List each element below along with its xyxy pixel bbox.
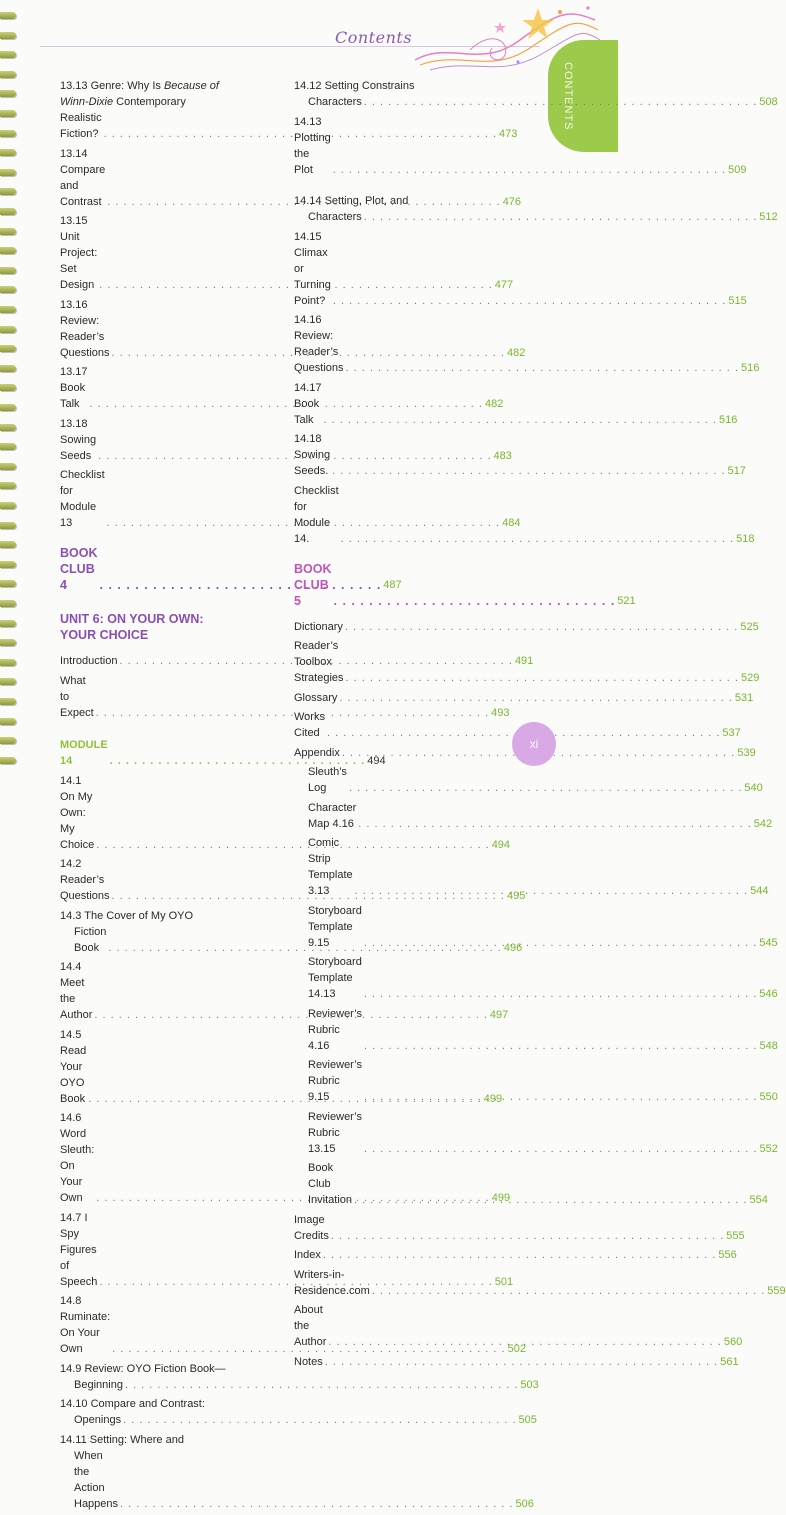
spiral-ring: [0, 12, 16, 19]
spiral-ring: [0, 208, 16, 215]
page-ref: 554: [749, 1194, 768, 1206]
page-ref: 477: [494, 279, 514, 291]
page-ref: 561: [720, 1355, 739, 1368]
page-ref: 501: [494, 1275, 514, 1288]
toc-entry[interactable]: 13.18 Sowing Seeds . . . 483: [60, 416, 260, 464]
page-ref: 509: [728, 163, 747, 176]
page-ref: 493: [491, 706, 510, 719]
toc-entry[interactable]: 14.7 I Spy Figures of Speech . . . 501: [60, 1210, 260, 1290]
toc-entry[interactable]: Dictionary . . . 525: [294, 619, 494, 635]
spiral-ring: [0, 620, 16, 627]
module-14-heading[interactable]: MODULE 14 . . . 494: [60, 737, 260, 769]
page-ref: 550: [759, 1091, 778, 1103]
toc-entry[interactable]: Storyboard Template 9.15 . . . 545: [294, 903, 494, 951]
toc-entry[interactable]: Reader’s Toolbox Strategies . . . 529: [294, 638, 494, 686]
spiral-ring: [0, 541, 16, 548]
toc-entry[interactable]: 13.14 Compare and Contrast . . . 476: [60, 146, 260, 210]
toc-entry[interactable]: 14.18 Sowing Seeds. . . . 517: [294, 431, 494, 479]
toc-entry[interactable]: Appendix . . . 539: [294, 745, 494, 761]
toc-entry[interactable]: 14.17 Book Talk . . . 516: [294, 380, 494, 428]
toc-entry[interactable]: Sleuth’s Log . . . 540: [294, 764, 494, 796]
contents-tab-label: CONTENTS: [562, 62, 574, 131]
spiral-ring: [0, 90, 16, 97]
page-ref: 494: [491, 838, 511, 851]
toc-entry[interactable]: Comic Strip Template 3.13 . . . 544: [294, 835, 494, 899]
unit-6-heading: UNIT 6: ON YOUR OWN: YOUR CHOICE: [60, 612, 204, 642]
page-ref: 517: [727, 465, 746, 477]
toc-entry[interactable]: Index . . . 556: [294, 1247, 494, 1263]
spiral-ring: [0, 561, 16, 568]
toc-entry[interactable]: Character Map 4.16 . . . 542: [294, 800, 494, 832]
toc-entry[interactable]: Image Credits . . . 555: [294, 1212, 494, 1244]
toc-entry[interactable]: 14.9 Review: OYO Fiction Book— Beginning . . . 503: [60, 1361, 260, 1393]
page-ref: 499: [483, 1092, 503, 1105]
toc-entry[interactable]: Checklist for Module 13 . . . 484: [60, 467, 260, 531]
toc-entry[interactable]: About the Author . . . 560: [294, 1302, 494, 1350]
spiral-ring: [0, 718, 16, 725]
spiral-ring: [0, 404, 16, 411]
spiral-ring: [0, 169, 16, 176]
page-ref: 497: [489, 1009, 509, 1021]
spiral-ring: [0, 188, 16, 195]
toc-entry[interactable]: Checklist for Module 14. . . . 518: [294, 483, 494, 547]
toc-entry[interactable]: 14.5 Read Your OYO Book . . . 499: [60, 1027, 260, 1107]
spiral-ring: [0, 463, 16, 470]
toc-entry[interactable]: 13.13 Genre: Why Is Because of Winn-Dixie Contemporary Realistic Fiction? . . . 473: [60, 78, 260, 142]
spiral-ring: [0, 698, 16, 705]
spiral-ring: [0, 737, 16, 744]
page-ref: 545: [759, 936, 778, 949]
book-club-4-heading[interactable]: BOOK CLUB 4 . . . 487: [60, 545, 260, 593]
page-ref: 555: [726, 1229, 745, 1242]
page-ref: 476: [502, 195, 522, 208]
page-ref: 552: [759, 1142, 778, 1155]
page-ref: 505: [518, 1414, 537, 1426]
toc-entry[interactable]: 14.10 Compare and Contrast: Openings . . . 505: [60, 1396, 260, 1428]
toc-entry[interactable]: 13.15 Unit Project: Set Design . . . 477: [60, 213, 260, 293]
spiral-ring: [0, 443, 16, 450]
page-ref: 495: [506, 890, 526, 902]
spiral-ring: [0, 639, 16, 646]
spiral-ring: [0, 51, 16, 58]
page-ref: 482: [506, 346, 526, 359]
toc-entry[interactable]: Reviewer’s Rubric 9.15 . . . 550: [294, 1057, 494, 1105]
page-ref: 515: [728, 294, 747, 307]
toc-entry[interactable]: 14.12 Setting Constrains Characters . . . 508: [294, 78, 494, 110]
page-ref: 499: [491, 1192, 511, 1204]
page-ref: 484: [502, 517, 521, 529]
spiral-ring: [0, 384, 16, 391]
page-ref: 559: [767, 1284, 786, 1297]
page-ref: 503: [520, 1378, 539, 1391]
spiral-ring: [0, 71, 16, 78]
spiral-ring: [0, 326, 16, 333]
spiral-ring: [0, 345, 16, 352]
toc-entry[interactable]: 13.16 Review: Reader’s Questions . . . 482: [60, 297, 260, 361]
spiral-ring: [0, 522, 16, 529]
page-ref: 560: [723, 1336, 743, 1348]
page-ref: 491: [514, 655, 534, 667]
toc-entry[interactable]: 14.6 Word Sleuth: On Your Own . . . 499: [60, 1110, 260, 1206]
toc-entry[interactable]: Notes . . . 561: [294, 1354, 494, 1370]
spiral-ring: [0, 286, 16, 293]
page-ref: 556: [718, 1249, 737, 1261]
spiral-ring: [0, 424, 16, 431]
page-number: xi: [512, 722, 556, 766]
toc-entry[interactable]: Introduction . . . 491: [60, 653, 260, 669]
page-ref: 502: [507, 1343, 526, 1355]
page-ref: 544: [750, 885, 769, 897]
toc-entry[interactable]: Writers-in-Residence.com . . . 559: [294, 1267, 494, 1299]
toc-entry[interactable]: 14.13 Plotting the Plot . . . 509: [294, 114, 494, 178]
spiral-ring: [0, 659, 16, 666]
spiral-ring: [0, 228, 16, 235]
page-ref: 548: [759, 1039, 778, 1052]
page-ref: 531: [734, 691, 754, 704]
book-club-5-heading[interactable]: BOOK CLUB 5 . . . 521: [294, 561, 494, 609]
spiral-ring: [0, 110, 16, 117]
toc-entry[interactable]: Reviewer’s Rubric 13.15 . . . 552: [294, 1109, 494, 1157]
page-ref: 546: [759, 988, 778, 1000]
page-ref: 539: [737, 746, 756, 759]
spiral-ring: [0, 757, 16, 764]
toc-entry[interactable]: Glossary . . . 531: [294, 690, 494, 706]
page-ref: 506: [515, 1497, 534, 1510]
spiral-ring: [0, 365, 16, 372]
page-ref: 508: [759, 96, 778, 108]
page-ref: 483: [493, 449, 512, 462]
page-ref: 512: [759, 211, 778, 223]
toc-entry[interactable]: 14.8 Ruminate: On Your Own . . . 502: [60, 1293, 260, 1357]
spiral-binding: [0, 0, 30, 773]
toc-entry[interactable]: 14.14 Setting, Plot, and Characters . . . 512: [294, 193, 494, 225]
page-ref: 537: [722, 727, 741, 739]
toc-entry[interactable]: What to Expect . . . 493: [60, 673, 260, 721]
page-ref: 482: [484, 398, 504, 410]
toc-entry[interactable]: Book Club Invitation . . . 554: [294, 1160, 494, 1208]
page-ref: 516: [718, 413, 738, 426]
toc-entry[interactable]: Storyboard Template 14.13 . . . 546: [294, 954, 494, 1002]
spiral-ring: [0, 306, 16, 313]
page-ref: 518: [736, 532, 755, 545]
toc-entry[interactable]: 14.16 Review: Reader’s Questions . . . 516: [294, 312, 494, 376]
toc-entry[interactable]: Reviewer’s Rubric 4.16 . . . 548: [294, 1006, 494, 1054]
spiral-ring: [0, 482, 16, 489]
page-ref: 542: [753, 817, 773, 830]
spiral-ring: [0, 678, 16, 685]
spiral-ring: [0, 247, 16, 254]
page-ref: 540: [744, 782, 763, 794]
page-ref: 525: [740, 620, 759, 633]
page-ref: 516: [740, 362, 760, 374]
toc-entry[interactable]: 14.15 Climax or Turning Point? . . . 515: [294, 229, 494, 309]
spiral-ring: [0, 32, 16, 39]
page-title: Contents: [335, 28, 413, 47]
toc-entry[interactable]: 14.2 Reader’s Questions . . . 495: [60, 856, 260, 904]
spiral-ring: [0, 267, 16, 274]
spiral-ring: [0, 130, 16, 137]
toc-entry[interactable]: 14.4 Meet the Author . . . 497: [60, 959, 260, 1023]
page-ref: 529: [740, 672, 760, 684]
toc-entry[interactable]: 14.11 Setting: Where and When the Action Happens . . . 506: [60, 1432, 260, 1512]
spiral-ring: [0, 600, 16, 607]
toc-entry[interactable]: 14.3 The Cover of My OYO Fiction Book . . . 496: [60, 908, 260, 956]
toc-entry[interactable]: 13.17 Book Talk . . . 482: [60, 364, 260, 412]
spiral-ring: [0, 580, 16, 587]
toc-entry[interactable]: Works Cited . . . 537: [294, 709, 494, 741]
toc-entry[interactable]: 14.1 On My Own: My Choice . . . 494: [60, 773, 260, 853]
spiral-ring: [0, 149, 16, 156]
spiral-ring: [0, 502, 16, 509]
page-ref: 473: [499, 128, 518, 140]
page-ref: 496: [503, 941, 523, 954]
